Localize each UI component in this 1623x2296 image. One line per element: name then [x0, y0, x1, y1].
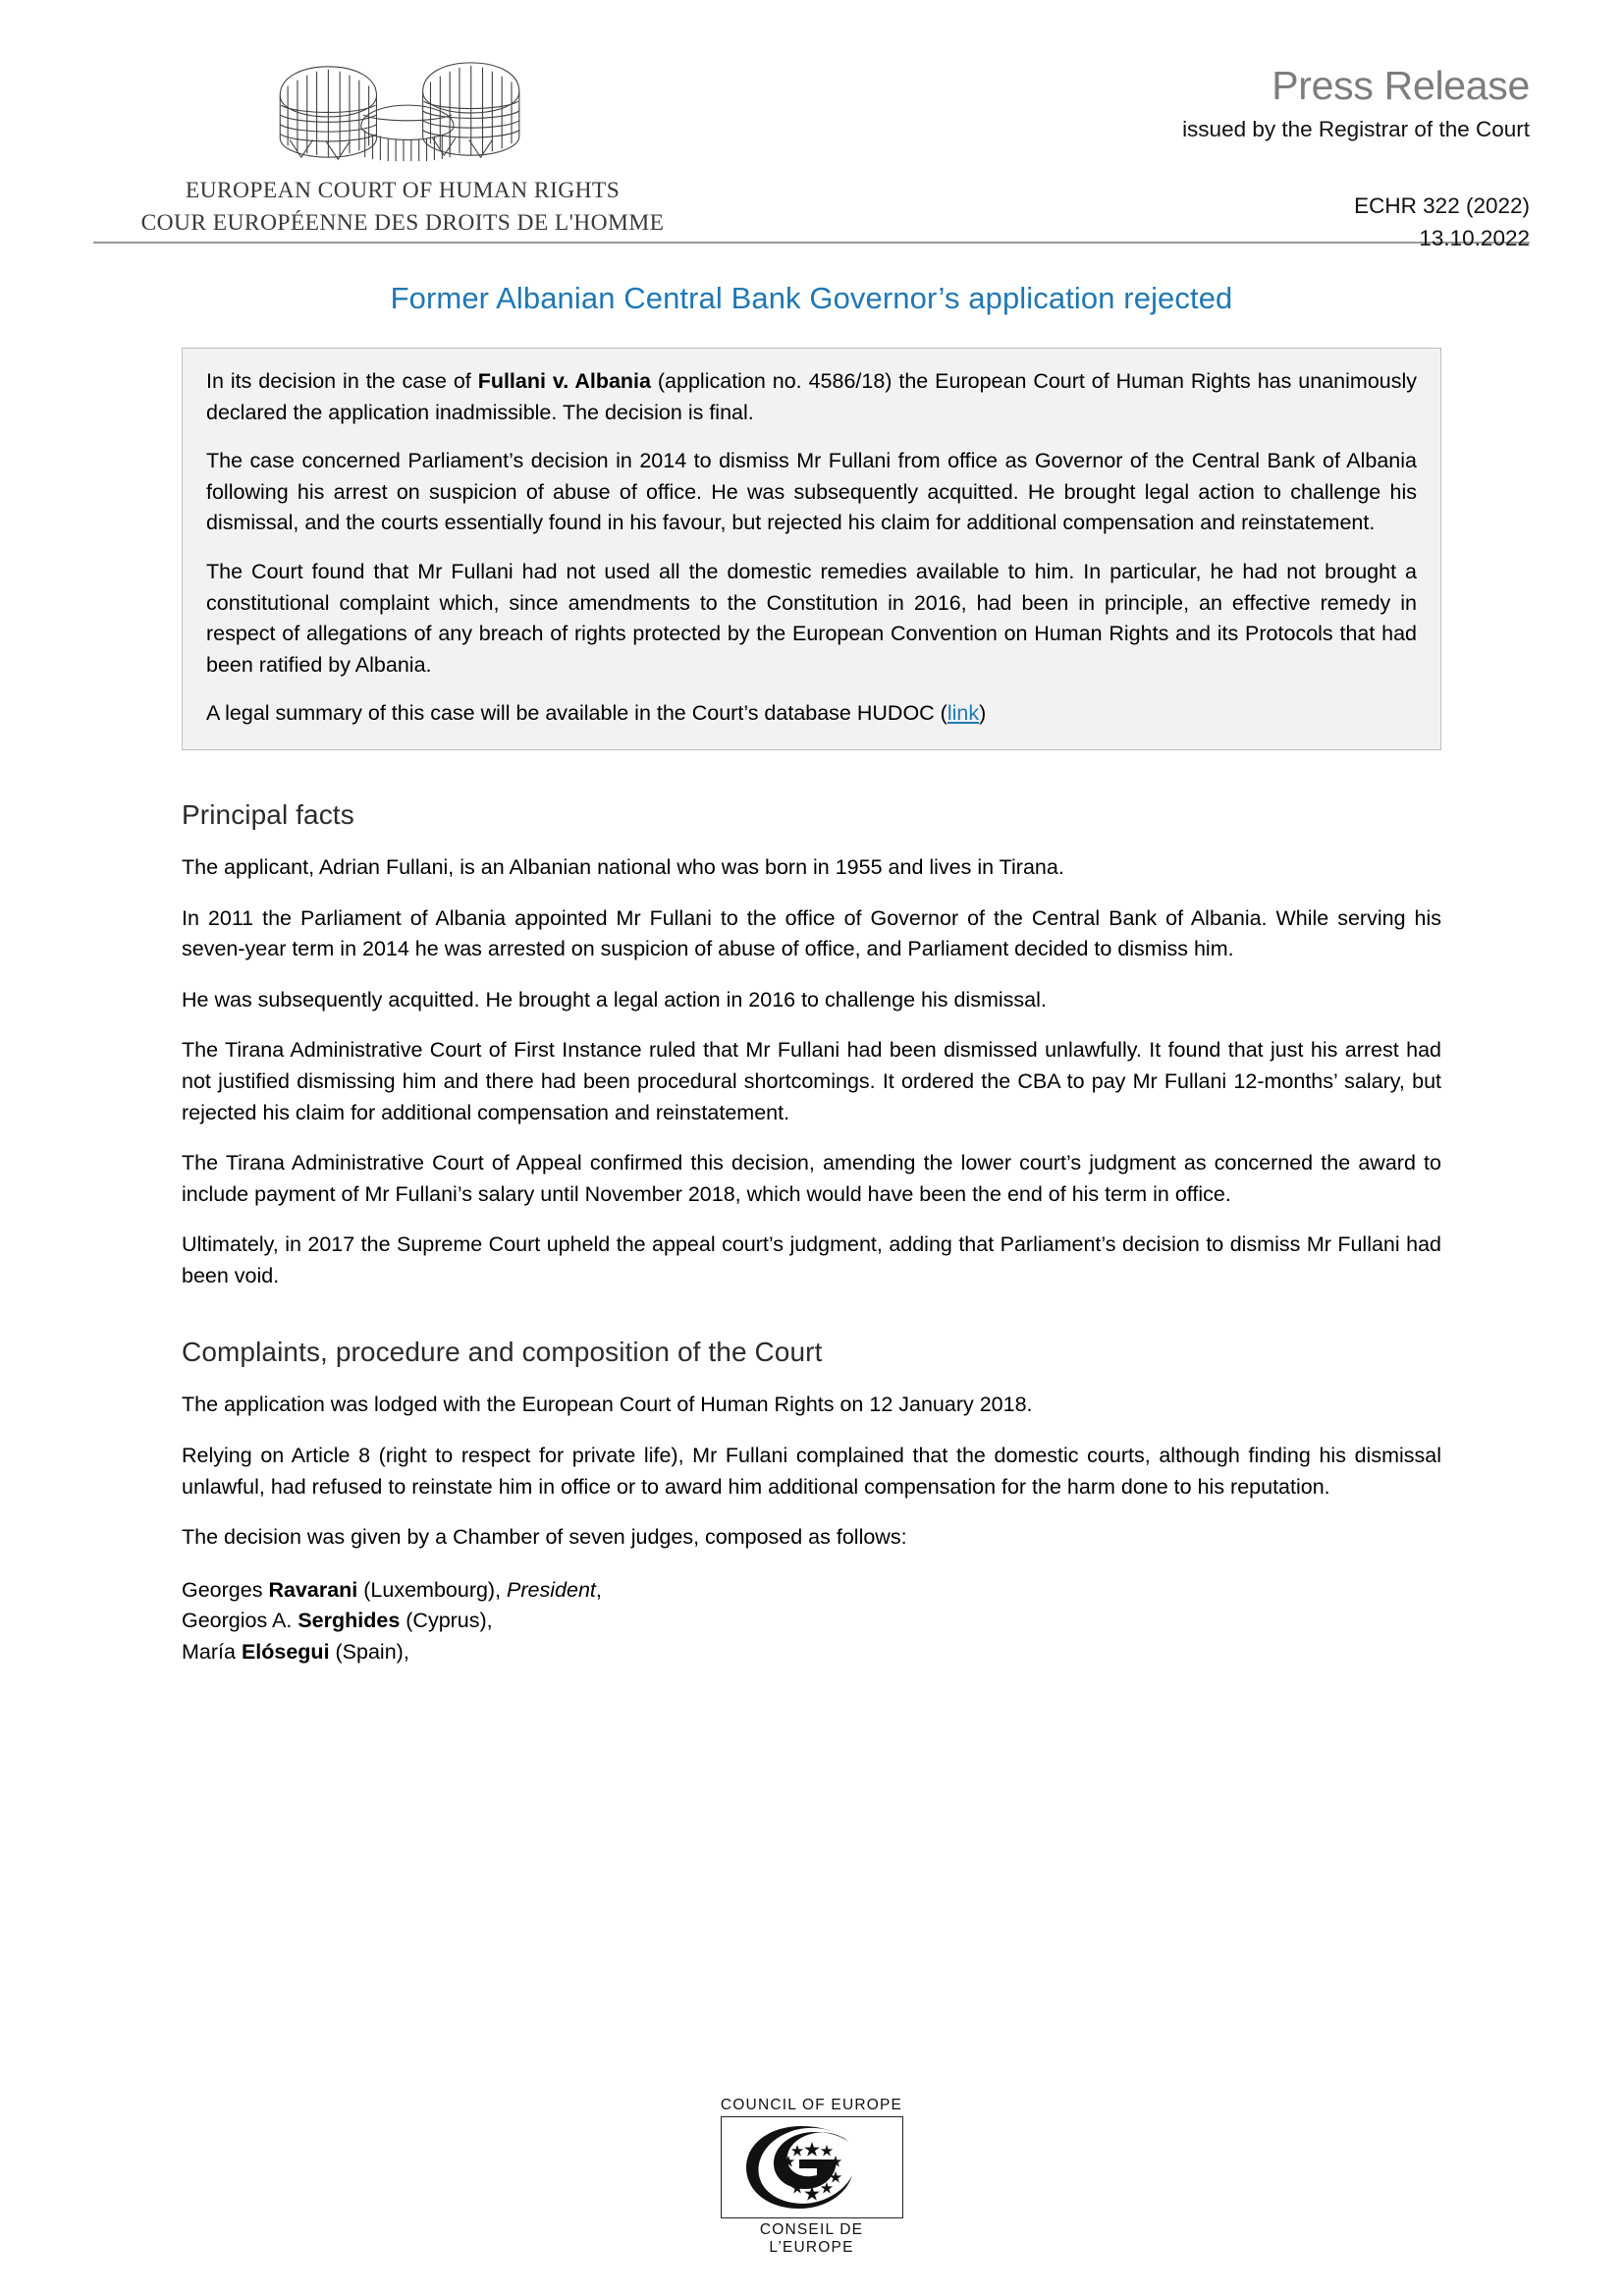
- summary-paragraph-4: [206, 698, 1417, 730]
- judge-row: [182, 1637, 1441, 1668]
- document-body: [182, 750, 1441, 1668]
- press-release-label: Press Release: [1271, 63, 1530, 108]
- hudoc-text-before: A legal summary of this case will be available in the Court’s database HUDOC (: [206, 701, 947, 726]
- echr-branding: [93, 57, 702, 237]
- document-header: [0, 0, 1623, 250]
- issued-by-text: issued by the Registrar of the Court: [1182, 117, 1530, 142]
- reference-number: ECHR 322 (2022): [1354, 193, 1530, 219]
- logo-text-english: EUROPEAN COURT OF HUMAN RIGHTS: [185, 178, 621, 203]
- council-of-europe-logo: [721, 2097, 903, 2257]
- header-right-block: [1019, 57, 1530, 255]
- summary-p1-before: In its decision in the case of: [206, 369, 478, 393]
- coe-e-emblem-icon: [738, 2122, 886, 2213]
- judge-surname: Elósegui: [241, 1640, 330, 1665]
- summary-p1-after: (application no. 4586/18) the European Court of Human Rights has unanimously declared the application inadmissible. The decision is final.: [206, 369, 1418, 424]
- echr-court-building-logo: [241, 57, 565, 165]
- hudoc-text-after: ): [979, 701, 987, 726]
- judge-first-name: María: [182, 1640, 242, 1665]
- judge-tail: ,: [595, 1577, 602, 1602]
- judge-country: (Cyprus),: [400, 1609, 493, 1633]
- footer: [0, 2097, 1623, 2257]
- judge-row: [182, 1606, 1441, 1637]
- judge-role: President: [507, 1577, 596, 1602]
- coe-label-english: COUNCIL OF EUROPE: [720, 2097, 903, 2113]
- coe-emblem-frame: [721, 2116, 903, 2218]
- publication-date: 13.10.2022: [1419, 225, 1530, 250]
- summary-box: [182, 348, 1441, 750]
- principal-facts-paragraph-1: The applicant, Adrian Fullani, is an Albanian national who was born in 1955 and lives in Tirana.: [182, 854, 1064, 879]
- section-heading-principal-facts: Principal facts: [182, 798, 354, 830]
- judge-country: (Spain),: [329, 1640, 409, 1665]
- complaints-paragraph-3: The decision was given by a Chamber of seven judges, composed as follows:: [182, 1525, 907, 1550]
- summary-paragraph-1: [206, 366, 1417, 428]
- judge-country: (Luxembourg),: [357, 1577, 508, 1602]
- judge-first-name: Georgios A.: [182, 1609, 298, 1633]
- principal-facts-paragraph-6: Ultimately, in 2017 the Supreme Court upheld the appeal court’s judgment, adding that Parliament’s decision to dismiss Mr Fullani had been void.: [182, 1232, 1441, 1287]
- judge-surname: Ravarani: [268, 1577, 358, 1602]
- principal-facts-paragraph-5: The Tirana Administrative Court of Appeal confirmed this decision, amending the lower court’s judgment as concerned the award to include payment of Mr Fullani’s salary until November 2018, which would have been the end of his term in office.: [182, 1151, 1441, 1206]
- page-title: Former Albanian Central Bank Governor’s application rejected: [390, 281, 1233, 315]
- complaints-paragraph-2: Relying on Article 8 (right to respect for private life), Mr Fullani complained that the domestic courts, although finding his dismissal unlawful, had refused to reinstate him in office or to award him additional compensation for the harm done to his reputation.: [182, 1444, 1441, 1499]
- principal-facts-paragraph-4: The Tirana Administrative Court of First Instance ruled that Mr Fullani had been dismissed unlawfully. It found that just his arrest had not justified dismissing him and there had been procedural shortcomings. It ordered the CBA to pay Mr Fullani 12-months’ salary, but rejected his claim for additional compensation and reinstatement.: [182, 1038, 1441, 1124]
- logo-text-french: COUR EUROPÉENNE DES DROITS DE L'HOMME: [140, 210, 665, 236]
- judge-row: [182, 1575, 1441, 1607]
- judges-list: [182, 1575, 1441, 1668]
- hudoc-link[interactable]: link: [947, 701, 980, 726]
- principal-facts-paragraph-2: In 2011 the Parliament of Albania appointed Mr Fullani to the office of Governor of the Central Bank of Albania. While serving his seven-year term in 2014 he was arrested on suspicion of abuse of office, and Parliament decided to dismiss him.: [182, 905, 1441, 961]
- judge-surname: Serghides: [298, 1609, 401, 1633]
- principal-facts-paragraph-3: He was subsequently acquitted. He brought a legal action in 2016 to challenge his dismissal.: [182, 987, 1047, 1011]
- summary-paragraph-3: The Court found that Mr Fullani had not used all the domestic remedies available to him. In particular, he had not brought a constitutional complaint which, since amendments to the Constitution in 2016, had been in principle, an effective remedy in respect of allegations of any breach of rights protected by the European Convention on Human Rights and its Protocols that had been ratified by Albania.: [206, 559, 1417, 677]
- section-heading-complaints: Complaints, procedure and composition of the Court: [182, 1337, 823, 1368]
- complaints-paragraph-1: The application was lodged with the European Court of Human Rights on 12 January 2018.: [182, 1393, 1033, 1417]
- case-name: Fullani v. Albania: [477, 369, 651, 393]
- summary-paragraph-2: The case concerned Parliament’s decision in 2014 to dismiss Mr Fullani from office as Governor of the Central Bank of Albania following his arrest on suspicion of abuse of office. He was subsequently acquitted. He brought legal action to challenge his dismissal, and the courts essentially found in his favour, but rejected his claim for additional compensation and reinstatement.: [206, 449, 1417, 535]
- judge-first-name: Georges: [182, 1577, 269, 1602]
- coe-label-french: CONSEIL DE L’EUROPE: [759, 2221, 864, 2256]
